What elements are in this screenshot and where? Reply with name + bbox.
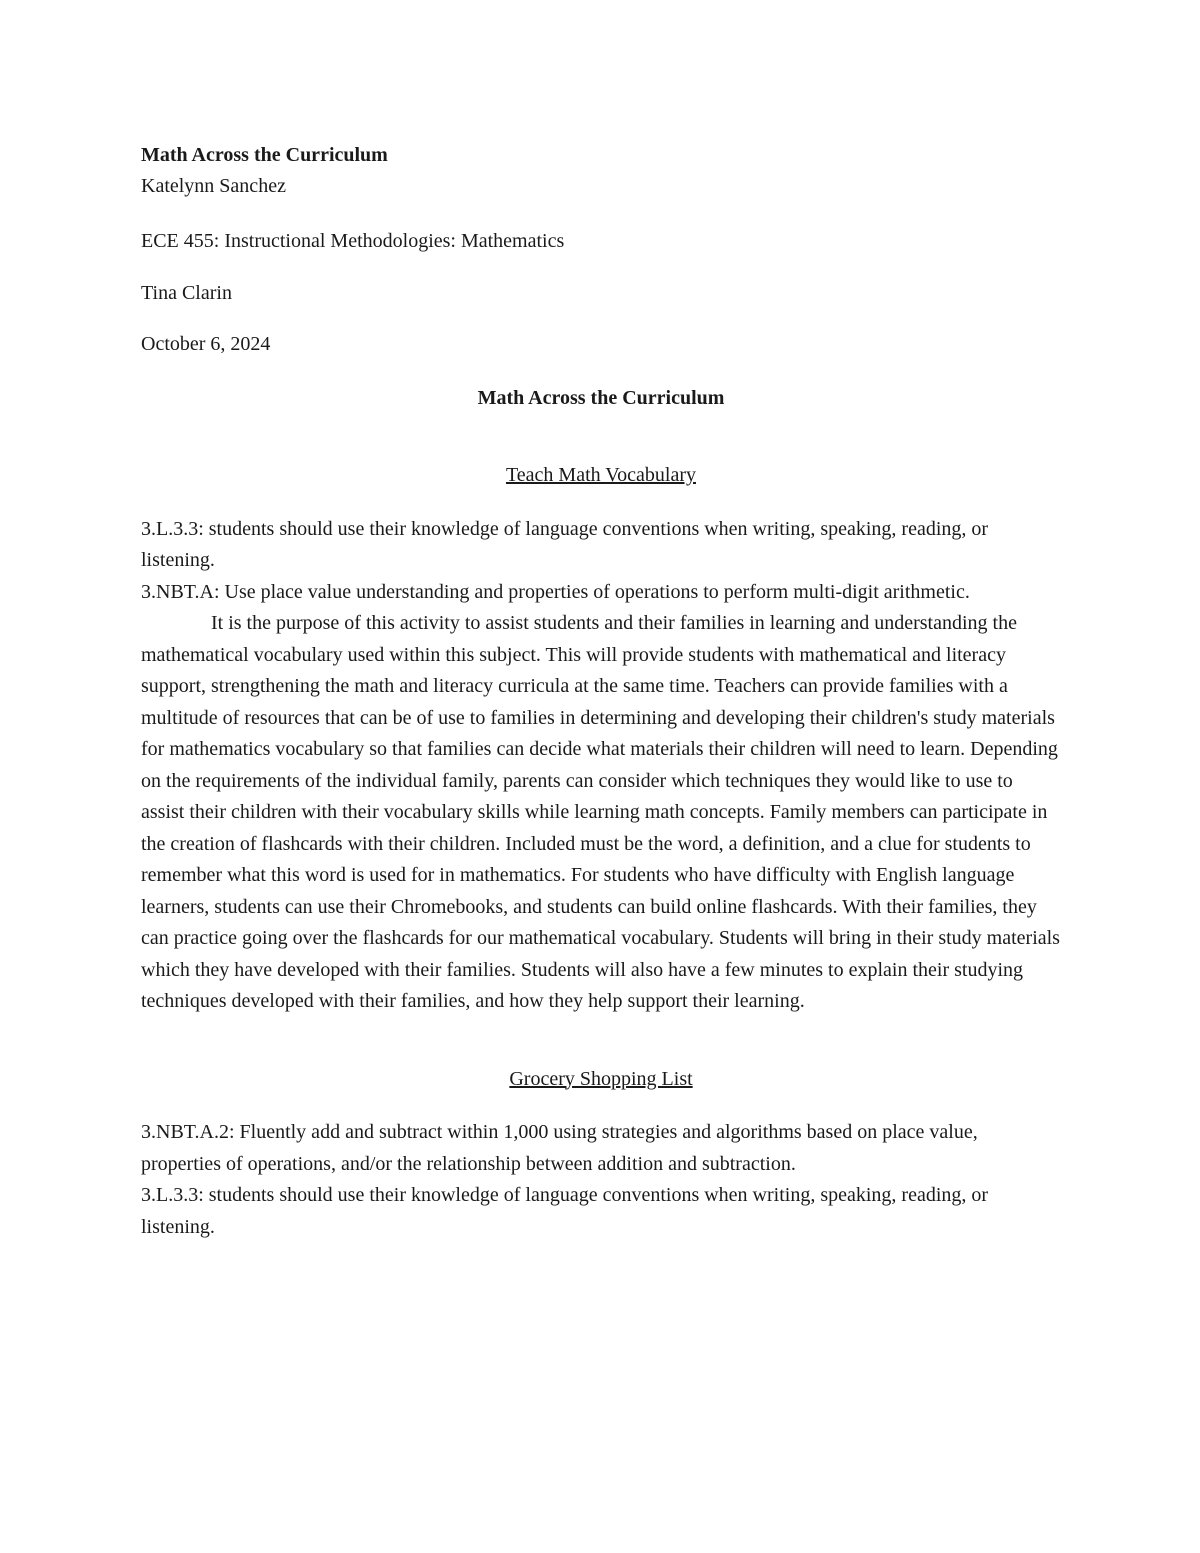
standard-item: 3.L.3.3: students should use their knowledge of language conventions when writing, speaking, reading, or listening. <box>141 517 989 571</box>
course-name: ECE 455: Instructional Methodologies: Mathematics <box>141 230 565 252</box>
section-heading: Teach Math Vocabulary <box>505 464 697 486</box>
instructor-name: Tina Clarin <box>141 281 232 304</box>
section-heading: Grocery Shopping List <box>509 1067 693 1090</box>
document-date: October 6, 2024 <box>141 333 271 355</box>
document-body <box>141 140 1061 1243</box>
author-name: Katelynn Sanchez <box>141 175 286 197</box>
body-paragraph: It is the purpose of this activity to assist students and their families in learning and understanding the mathematical vocabulary used within this subject. This will provide students with mathematical and literacy support, strengthening the math and literacy curricula at the same time. Teachers can provide families with a multitude of resources that can be of use to families in determining and developing their children's study materials for mathematics vocabulary so that families can decide what materials their children will need to learn. Depending on the requirements of the individual family, parents can consider which techniques they would like to use to assist their children with their vocabulary skills while learning math concepts. Family members can participate in the creation of flashcards with their children. Included must be the word, a definition, and a clue for students to remember what this word is used for in mathematics. For students who have difficulty with English language learners, students can use their Chromebooks, and students can build online flashcards. With their families, they can practice going over the flashcards for our mathematical vocabulary. Students will bring in their study materials which they have developed with their families. Students will also have a few minutes to explain their studying techniques developed with their families, and how they help support their learning. <box>141 612 1060 1012</box>
section-grocery-shopping-list <box>141 1064 1061 1244</box>
standard-item: 3.NBT.A: Use place value understanding and properties of operations to perform multi-digit arithmetic. <box>141 580 970 603</box>
main-title: Math Across the Curriculum <box>477 386 725 409</box>
standard-item: 3.L.3.3: students should use their knowledge of language conventions when writing, speaking, reading, or listening. <box>141 1184 989 1238</box>
header-title: Math Across the Curriculum <box>141 144 388 166</box>
standard-item: 3.NBT.A.2: Fluently add and subtract within 1,000 using strategies and algorithms based on place value, properties of operations, and/or the relationship between addition and subtraction. <box>141 1121 978 1175</box>
section-teach-math-vocabulary <box>141 460 1061 1018</box>
